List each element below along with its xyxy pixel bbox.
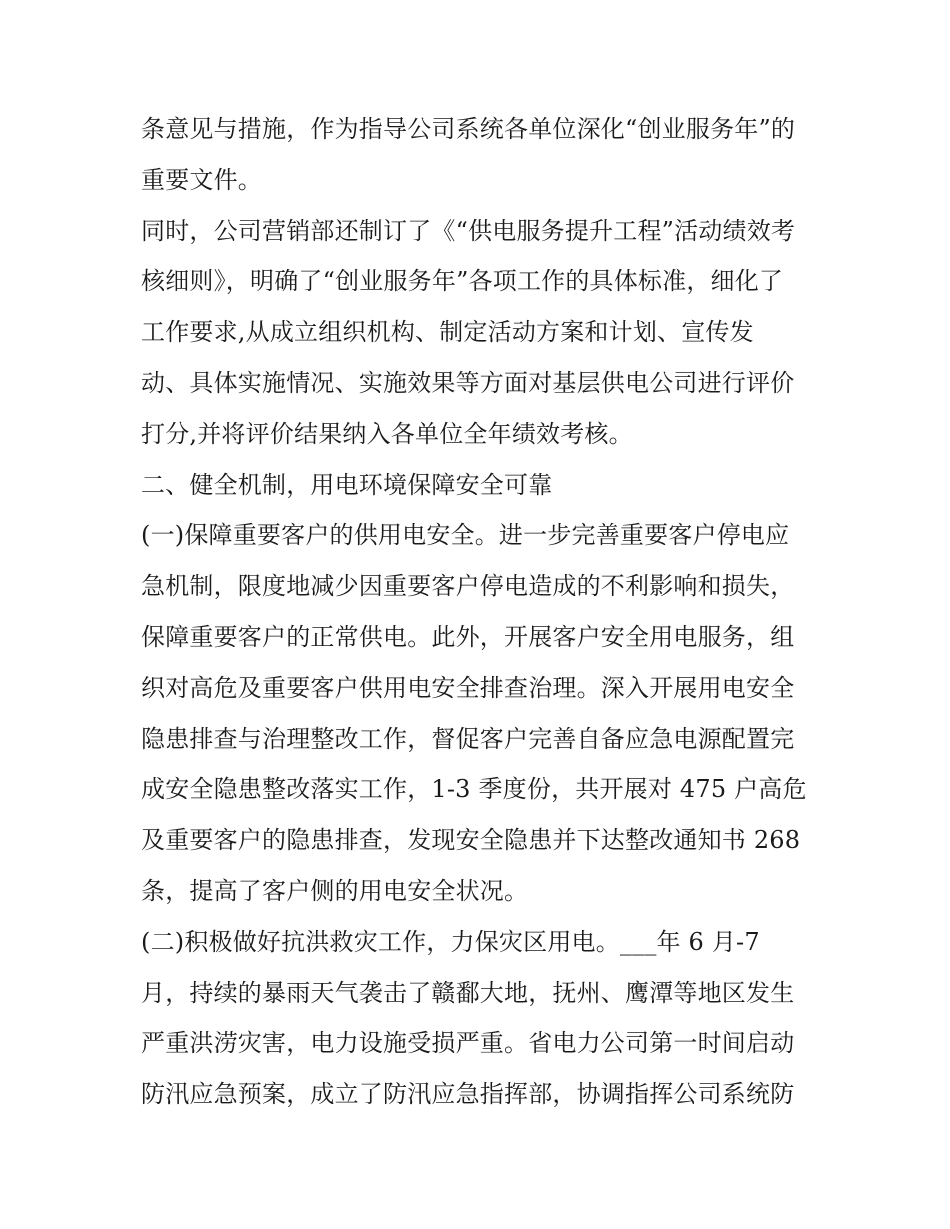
document-body <box>141 104 831 1120</box>
text-line: 动、具体实施情况、实施效果等方面对基层供电公司进行评价 <box>141 368 795 397</box>
section-heading: 二、健全机制，用电环境保障安全可靠 <box>141 470 553 499</box>
text-line: (一)保障重要客户的供用电安全。进一步完善重要客户停电应 <box>141 521 790 550</box>
text-line: 同时，公司营销部还制订了《“供电服务提升工程”活动绩效考 <box>141 216 796 245</box>
text-line: (二)积极做好抗洪救灾工作，力保灾区用电。___年 6 月-7 <box>141 927 760 956</box>
text-line: 织对高危及重要客户供用电安全排查治理。深入开展用电安全 <box>141 673 795 702</box>
text-line: 急机制，限度地减少因重要客户停电造成的不利影响和损失， <box>141 572 795 601</box>
text-line: 月，持续的暴雨天气袭击了赣鄱大地，抚州、鹰潭等地区发生 <box>141 978 795 1007</box>
text-line: 严重洪涝灾害，电力设施受损严重。省电力公司第一时间启动 <box>141 1029 795 1058</box>
text-line: 成安全隐患整改落实工作，1-3 季度份，共开展对 475 户高危 <box>141 775 807 804</box>
text-line: 核细则》，明确了“创业服务年”各项工作的具体标准，细化了 <box>141 267 784 296</box>
text-line: 工作要求,从成立组织机构、制定活动方案和计划、宣传发 <box>141 318 754 347</box>
text-line: 及重要客户的隐患排查，发现安全隐患并下达整改通知书 268 <box>141 826 801 855</box>
text-line: 保障重要客户的正常供电。此外，开展客户安全用电服务，组 <box>141 622 795 651</box>
text-line: 防汛应急预案，成立了防汛应急指挥部，协调指挥公司系统防 <box>141 1080 795 1109</box>
text-line: 打分,并将评价结果纳入各单位全年绩效考核。 <box>141 419 633 448</box>
text-line: 条，提高了客户侧的用电安全状况。 <box>141 876 529 905</box>
text-line: 条意见与措施，作为指导公司系统各单位深化“创业服务年”的 <box>141 115 796 143</box>
text-line: 隐患排查与治理整改工作，督促客户完善自备应急电源配置完 <box>141 724 795 753</box>
text-line: 重要文件。 <box>141 165 262 194</box>
